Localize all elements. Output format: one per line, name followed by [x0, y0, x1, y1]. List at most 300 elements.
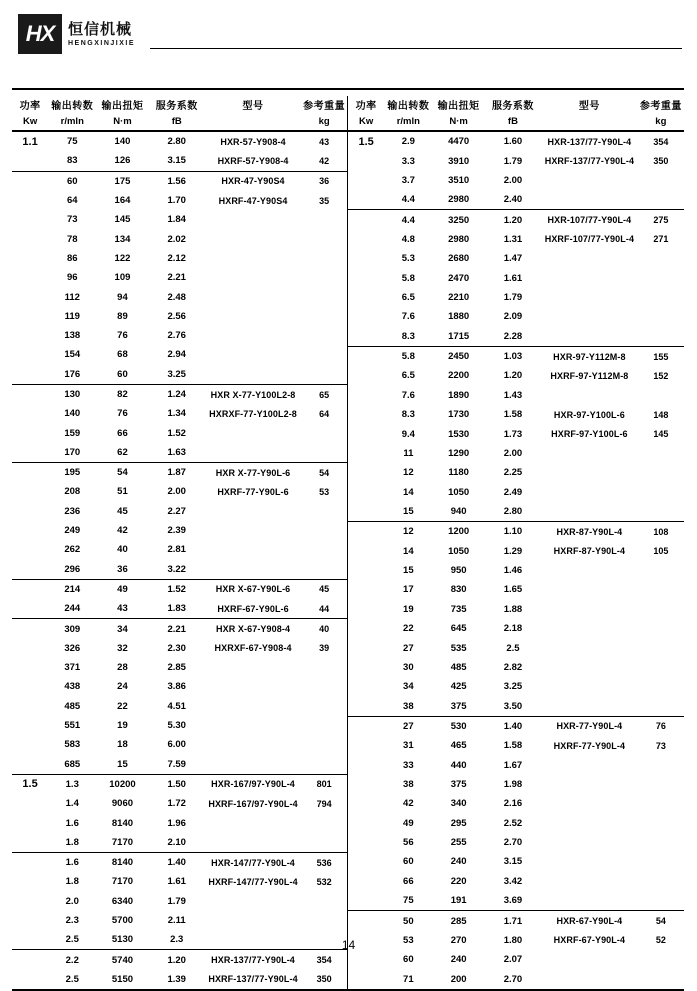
col-header-fb-unit: fB	[149, 113, 205, 131]
cell-fb: 3.50	[503, 700, 523, 712]
cell-weight	[301, 540, 347, 559]
cell-rpm: 7.6	[401, 311, 415, 323]
cell-model	[205, 345, 301, 364]
cell-power	[348, 386, 384, 405]
cell-rpm: 38	[403, 700, 414, 712]
cell-torque: 2470	[448, 272, 470, 284]
cell-rpm: 27	[403, 642, 414, 654]
cell-torque: 2980	[448, 233, 470, 245]
cell-rpm: 34	[403, 681, 414, 693]
cell-weight: 532	[316, 876, 332, 887]
table-row	[12, 774, 348, 794]
cell-weight: 536	[301, 852, 347, 872]
cell-model	[541, 561, 638, 580]
cell-torque: 940	[450, 506, 467, 517]
cell-model	[205, 268, 301, 287]
cell-rpm: 4.4	[384, 210, 432, 230]
cell-torque: 66	[117, 427, 128, 439]
cell-fb: 1.29	[503, 545, 523, 557]
cell-model	[541, 794, 638, 813]
cell-model: HXR-47-Y90S4	[205, 171, 301, 191]
cell-power	[12, 560, 48, 580]
cell-fb: 1.96	[167, 817, 186, 829]
table-row	[348, 482, 684, 501]
cell-fb: 1.61	[167, 876, 186, 888]
cell-weight	[638, 891, 684, 911]
cell-rpm: 78	[66, 233, 78, 245]
cell-fb: 2.52	[503, 817, 523, 829]
table-row	[348, 366, 684, 385]
cell-fb: 2.70	[485, 969, 541, 990]
table-row	[348, 171, 684, 190]
table-row	[348, 424, 684, 443]
table-row	[348, 736, 684, 755]
cell-torque: 89	[117, 310, 128, 322]
table-row	[12, 521, 348, 540]
cell-model: HXRF-77-Y90L-6	[217, 486, 289, 497]
col-header-weight-cn: 参考重量	[303, 101, 346, 112]
cell-torque: 4470	[432, 131, 484, 151]
table-row	[348, 716, 684, 736]
table-row	[12, 697, 348, 716]
col-header-fb-unit: fB	[485, 113, 541, 131]
table-row	[348, 911, 684, 931]
cell-torque: 530	[432, 716, 484, 736]
cell-model	[541, 969, 638, 990]
cell-model: HXR-97-Y112M-8	[541, 346, 638, 366]
cell-rpm: 309	[48, 619, 96, 639]
cell-rpm: 75	[48, 131, 96, 151]
cell-rpm: 33	[403, 759, 414, 771]
table-row	[12, 326, 348, 345]
cell-rpm: 83	[66, 155, 78, 167]
cell-fb: 1.73	[503, 428, 523, 440]
cell-torque: 375	[450, 779, 467, 791]
cell-rpm: 50	[384, 911, 432, 931]
cell-power	[12, 735, 48, 754]
table-row	[12, 639, 348, 658]
spec-table-right	[348, 96, 684, 991]
cell-rpm: 14	[403, 545, 414, 557]
cell-fb: 3.42	[503, 875, 523, 887]
col-header-power-unit: Kw	[12, 113, 48, 131]
cell-model: HXRF-77-Y90L-4	[553, 740, 626, 751]
table-row	[12, 151, 348, 171]
cell-power	[348, 911, 384, 931]
cell-torque: 15	[117, 758, 128, 770]
cell-rpm: 31	[403, 740, 414, 752]
table-row	[348, 794, 684, 813]
col-header-rpm-cn: 输出转数	[51, 101, 94, 112]
table-row	[348, 756, 684, 775]
table-row	[348, 386, 684, 405]
table-row	[348, 288, 684, 307]
cell-model	[205, 677, 301, 696]
cell-model	[541, 307, 638, 326]
cell-rpm: 438	[64, 681, 81, 693]
cell-weight: 36	[301, 171, 347, 191]
cell-fb: 3.25	[167, 368, 186, 380]
cell-rpm: 249	[64, 525, 81, 537]
cell-fb: 2.27	[167, 505, 186, 517]
cell-torque: 1715	[448, 330, 470, 342]
cell-torque: 22	[117, 700, 128, 712]
cell-model	[541, 756, 638, 775]
cell-power	[12, 521, 48, 540]
cell-model	[541, 269, 638, 288]
cell-torque: 24	[117, 681, 128, 693]
cell-power	[12, 384, 48, 404]
cell-fb: 1.58	[503, 740, 523, 752]
cell-model: HXR-137/77-Y90L-4	[205, 950, 301, 970]
table-row	[12, 813, 348, 832]
cell-power	[12, 658, 48, 677]
cell-fb: 1.87	[149, 463, 205, 483]
cell-torque: 255	[450, 837, 467, 849]
table-row	[348, 444, 684, 463]
cell-rpm: 30	[403, 661, 414, 673]
cell-fb: 1.80	[503, 934, 523, 946]
cell-weight	[638, 386, 684, 405]
cell-fb: 2.18	[503, 623, 523, 635]
cell-fb: 2.94	[167, 349, 186, 361]
cell-rpm: 14	[403, 486, 414, 498]
cell-model	[205, 658, 301, 677]
cell-power	[348, 307, 384, 326]
table-row	[348, 580, 684, 599]
cell-power	[12, 151, 48, 171]
cell-fb: 1.52	[167, 427, 186, 439]
cell-weight: 73	[655, 740, 666, 751]
cell-torque: 6340	[111, 895, 134, 907]
cell-fb: 2.00	[167, 486, 186, 498]
cell-weight	[301, 892, 347, 911]
cell-fb: 2.10	[167, 836, 186, 848]
cell-torque: 43	[117, 603, 128, 615]
table-row	[12, 365, 348, 385]
cell-fb: 1.71	[485, 911, 541, 931]
table-row	[348, 677, 684, 696]
cell-weight	[638, 969, 684, 990]
cell-fb: 1.10	[485, 522, 541, 542]
header-row-cn	[348, 96, 684, 113]
cell-torque: 465	[450, 740, 467, 752]
table-row	[12, 210, 348, 229]
cell-torque: 485	[450, 661, 467, 673]
cell-weight	[638, 833, 684, 852]
cell-weight	[301, 423, 347, 442]
cell-power	[12, 443, 48, 463]
cell-torque: 3250	[432, 210, 484, 230]
cell-rpm: 130	[48, 384, 96, 404]
cell-weight	[301, 443, 347, 463]
cell-fb: 2.76	[167, 330, 186, 342]
cell-power	[348, 814, 384, 833]
cell-fb: 1.79	[503, 292, 523, 304]
cell-torque: 5700	[111, 915, 134, 927]
cell-torque: 145	[114, 214, 131, 226]
cell-power	[348, 891, 384, 911]
cell-power	[348, 542, 384, 561]
company-name-en: HENGXINJIXIE	[68, 39, 136, 47]
cell-fb: 2.25	[503, 467, 523, 479]
cell-weight: 65	[301, 384, 347, 404]
cell-weight	[638, 696, 684, 716]
cell-rpm: 583	[64, 739, 81, 751]
table-row	[12, 171, 348, 191]
cell-weight	[638, 190, 684, 210]
cell-torque: 3910	[448, 155, 470, 167]
cell-model: HXR-167/97-Y90L-4	[205, 774, 301, 794]
cell-fb: 1.79	[167, 895, 186, 907]
cell-rpm: 485	[64, 700, 81, 712]
cell-power	[348, 580, 384, 599]
cell-rpm: 195	[48, 463, 96, 483]
cell-model	[541, 775, 638, 794]
cell-fb: 2.21	[149, 619, 205, 639]
cell-torque: 82	[96, 384, 148, 404]
cell-weight: 152	[653, 370, 669, 381]
cell-power	[348, 405, 384, 424]
cell-power	[12, 794, 48, 813]
cell-torque: 36	[117, 563, 128, 575]
cell-model: HXR X-77-Y90L-6	[205, 463, 301, 483]
cell-model	[541, 891, 638, 911]
table-row	[348, 327, 684, 347]
cell-power	[12, 950, 48, 970]
cell-power	[348, 716, 384, 736]
cell-power	[348, 677, 384, 696]
table-row	[12, 716, 348, 735]
cell-model: HXR-87-Y90L-4	[541, 522, 638, 542]
cell-model	[541, 580, 638, 599]
cell-rpm: 17	[403, 584, 414, 596]
cell-torque: 2680	[448, 253, 470, 265]
table-row	[12, 482, 348, 501]
cell-weight	[301, 502, 347, 521]
cell-torque: 19	[117, 720, 128, 732]
table-row	[12, 619, 348, 639]
cell-weight	[638, 950, 684, 969]
cell-power	[348, 230, 384, 249]
cell-weight	[301, 833, 347, 853]
cell-model	[541, 386, 638, 405]
cell-torque: 2450	[432, 346, 484, 366]
cell-rpm: 154	[64, 349, 81, 361]
cell-model: HXR X-67-Y90L-6	[205, 579, 301, 599]
cell-model	[205, 521, 301, 540]
cell-fb: 1.72	[167, 798, 186, 810]
cell-weight	[638, 619, 684, 638]
cell-weight: 43	[301, 131, 347, 151]
cell-weight: 275	[638, 210, 684, 230]
cell-rpm: 12	[384, 522, 432, 542]
table-row	[348, 542, 684, 561]
cell-rpm: 86	[66, 252, 78, 264]
cell-fb: 1.31	[503, 233, 523, 245]
cell-torque: 1880	[448, 311, 470, 323]
cell-model	[541, 814, 638, 833]
cell-power	[12, 307, 48, 326]
cell-fb: 2.81	[167, 544, 186, 556]
cell-fb: 3.25	[503, 681, 523, 693]
cell-torque: 1050	[448, 545, 470, 557]
col-header-model-unit	[205, 113, 301, 131]
cell-power	[348, 833, 384, 852]
col-header-rpm-cn: 输出转数	[387, 101, 430, 112]
cell-fb: 1.50	[149, 774, 205, 794]
cell-power	[12, 171, 48, 191]
cell-power	[12, 404, 48, 423]
table-row	[348, 210, 684, 230]
col-header-weight-unit: kg	[638, 113, 684, 131]
cell-rpm: 22	[403, 623, 414, 635]
cell-rpm: 7.6	[401, 389, 415, 401]
cell-power: 1.1	[12, 131, 48, 151]
cell-fb: 1.84	[167, 214, 186, 226]
cell-fb: 1.65	[503, 584, 523, 596]
cell-torque: 1890	[448, 389, 470, 401]
cell-rpm: 42	[403, 798, 414, 810]
cell-weight	[638, 677, 684, 696]
cell-fb: 2.49	[503, 486, 523, 498]
table-head-right	[348, 96, 684, 131]
cell-power	[12, 755, 48, 775]
cell-torque: 440	[450, 759, 467, 771]
cell-fb: 2.5	[506, 642, 520, 654]
header-row-unit	[348, 113, 684, 131]
cell-fb: 3.86	[167, 681, 186, 693]
cell-power	[348, 969, 384, 990]
cell-fb: 2.80	[149, 131, 205, 151]
cell-power	[348, 872, 384, 891]
cell-torque: 10200	[96, 774, 148, 794]
cell-power	[348, 249, 384, 268]
cell-fb: 2.28	[503, 330, 523, 342]
table-row	[348, 872, 684, 891]
cell-rpm: 64	[66, 195, 78, 207]
table-row	[348, 405, 684, 424]
cell-fb: 1.88	[503, 603, 523, 615]
cell-power	[12, 463, 48, 483]
cell-torque: 175	[96, 171, 148, 191]
cell-power	[348, 600, 384, 619]
col-header-torque-unit: N·m	[96, 113, 148, 131]
cell-model	[541, 190, 638, 210]
table-row	[12, 423, 348, 442]
cell-weight	[638, 327, 684, 347]
cell-model	[541, 872, 638, 891]
cell-model: HXRF-147/77-Y90L-4	[208, 876, 298, 887]
cell-weight: 801	[301, 774, 347, 794]
cell-weight: 42	[319, 155, 330, 166]
cell-torque: 28	[117, 662, 128, 674]
cell-model	[205, 210, 301, 229]
cell-torque: 2200	[448, 370, 470, 382]
table-row	[348, 346, 684, 366]
cell-rpm: 159	[64, 427, 81, 439]
page-number: 14	[341, 938, 356, 952]
logo-text-block	[68, 22, 135, 47]
cell-fb: 1.56	[149, 171, 205, 191]
cell-fb: 2.11	[167, 915, 186, 927]
cell-fb: 2.3	[170, 934, 184, 946]
cell-torque: 285	[432, 911, 484, 931]
cell-power	[348, 444, 384, 463]
cell-torque: 60	[117, 368, 128, 380]
cell-torque: 9060	[111, 798, 134, 810]
cell-rpm: 119	[64, 310, 80, 322]
cell-model: HXRF-137/77-Y90L-4	[205, 970, 301, 990]
cell-rpm: 4.4	[401, 194, 415, 206]
cell-fb: 1.83	[167, 603, 186, 615]
cell-fb: 3.69	[503, 895, 523, 907]
cell-model	[541, 171, 638, 190]
cell-power	[12, 716, 48, 735]
cell-power	[12, 229, 48, 248]
cell-rpm: 176	[64, 368, 81, 380]
col-header-weight-unit: kg	[301, 113, 347, 131]
cell-rpm: 66	[403, 875, 414, 887]
cell-weight: 350	[653, 156, 669, 167]
spec-tables	[12, 96, 684, 991]
cell-weight: 39	[319, 643, 330, 654]
cell-model: HXRF-87-Y90L-4	[553, 546, 626, 557]
cell-weight: 64	[319, 408, 330, 419]
cell-rpm: 1.6	[65, 817, 79, 829]
cell-rpm: 71	[384, 969, 432, 990]
cell-model: HXR-147/77-Y90L-4	[205, 852, 301, 872]
cell-weight: 350	[301, 970, 347, 990]
cell-model	[541, 463, 638, 482]
cell-torque: 140	[96, 131, 148, 151]
cell-weight: 45	[301, 579, 347, 599]
table-row	[348, 619, 684, 638]
cell-fb: 2.82	[503, 661, 523, 673]
cell-model: HXR-107/77-Y90L-4	[541, 210, 638, 230]
cell-model	[205, 249, 301, 268]
cell-model	[541, 327, 638, 347]
table-row	[348, 658, 684, 677]
col-header-weight-cn: 参考重量	[639, 101, 682, 112]
cell-torque: 45	[117, 505, 128, 517]
cell-rpm: 551	[64, 720, 81, 732]
cell-rpm: 6.5	[401, 292, 415, 304]
cell-model	[205, 502, 301, 521]
cell-weight	[638, 444, 684, 463]
cell-rpm: 2.2	[48, 950, 96, 970]
table-row	[348, 638, 684, 657]
cell-fb: 2.40	[503, 194, 523, 206]
cell-torque: 76	[117, 330, 128, 342]
cell-model	[205, 540, 301, 559]
cell-torque: 191	[450, 895, 467, 907]
cell-weight: 44	[319, 603, 330, 614]
cell-rpm: 60	[403, 954, 414, 966]
cell-rpm: 73	[66, 214, 78, 226]
cell-fb: 5.30	[167, 720, 186, 732]
cell-torque: 76	[117, 408, 128, 420]
cell-model: HXRF-67-Y90L-4	[553, 935, 626, 946]
table-row	[348, 969, 684, 990]
cell-power	[348, 288, 384, 307]
table-row	[348, 463, 684, 482]
cell-power	[348, 852, 384, 871]
cell-power	[348, 756, 384, 775]
cell-weight: 52	[655, 935, 666, 946]
cell-power	[12, 423, 48, 442]
cell-rpm: 12	[403, 467, 414, 479]
